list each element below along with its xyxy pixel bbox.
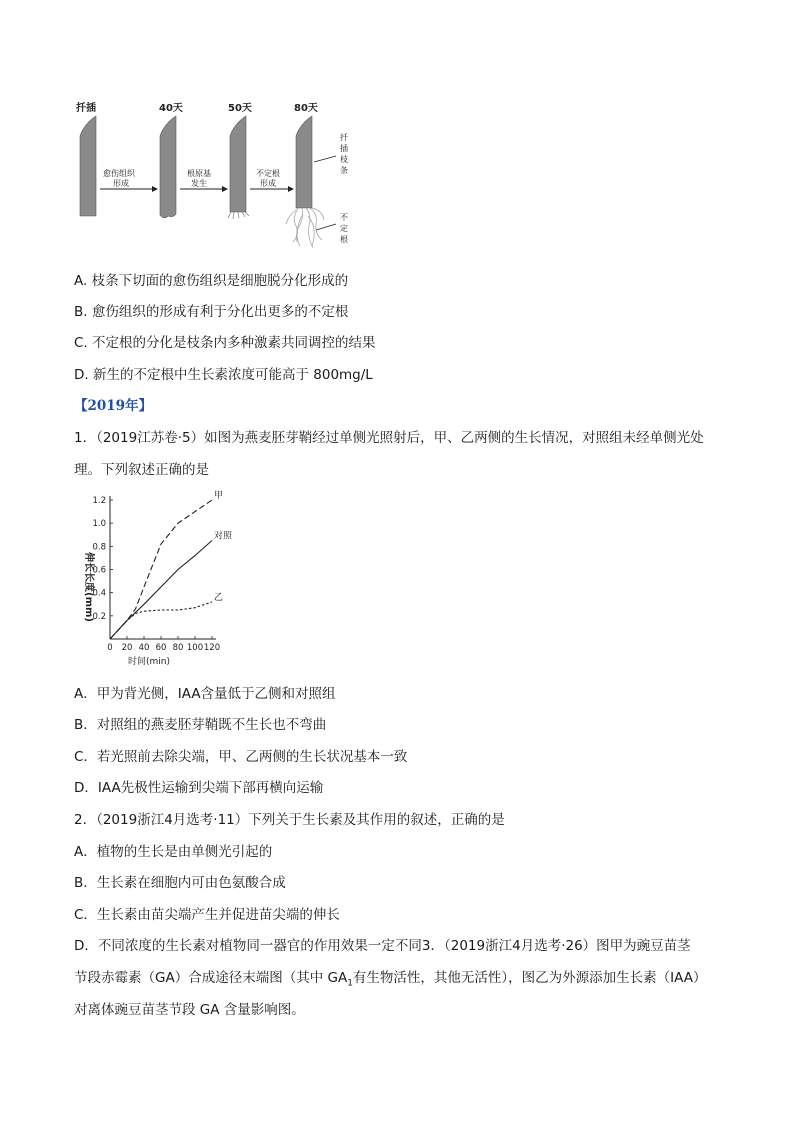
- series-line-1: [110, 541, 212, 640]
- x-tick-label: 120: [203, 643, 221, 653]
- cutting-stem-1: [160, 116, 176, 218]
- y-tick-label: 0.4: [92, 588, 106, 599]
- q3-line2: [74, 969, 707, 993]
- q3-stem-start: 3．（2019浙江4月选考·26）图甲为豌豆苗茎: [421, 938, 691, 954]
- q2-option-a: A．植物的生长是由单侧光引起的: [74, 844, 273, 860]
- series-line-2: [110, 602, 212, 639]
- y-tick-label: 0.2: [92, 611, 106, 622]
- q3-line2-sub: 1: [347, 978, 353, 989]
- chart-ylabel: 伸长长度(mm): [83, 552, 94, 622]
- root-primordia: [228, 212, 249, 219]
- cutting-stem-0: [80, 116, 96, 216]
- q1-option-b: B．对照组的燕麦胚芽鞘既不生长也不弯曲: [74, 717, 327, 733]
- y-tick-label: 0.8: [92, 542, 106, 553]
- prev-option-c: C. 不定根的分化是枝条内多种激素共同调控的结果: [74, 335, 376, 351]
- branch-label-1: 插: [340, 144, 348, 153]
- series-label-0: 甲: [214, 491, 224, 501]
- q2-option-c: C．生长素由苗尖端产生并促进苗尖端的伸长: [74, 907, 340, 923]
- cutting-stem-3: [296, 116, 312, 208]
- stage-label-3: 80天: [294, 103, 318, 114]
- y-tick-label: 1.0: [92, 519, 106, 530]
- arrow-label-1b: 发生: [191, 179, 207, 188]
- root-label-2: 根: [340, 235, 348, 244]
- q2-stem: 2．（2019浙江4月选考·11）下列关于生长素及其作用的叙述，正确的是: [74, 812, 505, 828]
- series-line-0: [110, 500, 212, 639]
- prev-option-b: B. 愈伤组织的形成有利于分化出更多的不定根: [74, 304, 349, 320]
- q1-option-c: C．若光照前去除尖端，甲、乙两侧的生长状况基本一致: [74, 749, 408, 765]
- cutting-stem-2: [230, 116, 246, 212]
- x-tick-label: 60: [155, 643, 167, 653]
- growth-line-chart: [74, 490, 244, 670]
- prev-option-d: D. 新生的不定根中生长素浓度可能高于 800mg/L: [74, 367, 373, 383]
- prev-option-a: A. 枝条下切面的愈伤组织是细胞脱分化形成的: [74, 273, 349, 289]
- q1-stem-line2: 理。下列叙述正确的是: [74, 462, 209, 478]
- arrow-label-0a: 愈伤组织: [103, 169, 135, 178]
- root-label-0: 不: [340, 213, 348, 222]
- branch-label-2: 枝: [340, 155, 348, 164]
- x-tick-label: 20: [121, 643, 133, 653]
- stage-label-2: 50天: [228, 103, 252, 114]
- root-label-1: 定: [340, 224, 348, 233]
- q2-option-d-line: [74, 937, 691, 955]
- arrow-0: [100, 168, 158, 192]
- q1-option-d: D．IAA先极性运输到尖端下部再横向运输: [74, 780, 324, 796]
- arrow-label-2a: 不定根: [256, 169, 280, 178]
- y-tick-label: 0.6: [92, 565, 106, 576]
- stage-label-1: 40天: [159, 103, 183, 114]
- cutting-rooting-diagram: [70, 96, 370, 261]
- adventitious-roots: [286, 208, 324, 248]
- year-heading: 【2019年】: [74, 398, 153, 414]
- q2-option-d: D．不同浓度的生长素对植物同一器官的作用效果一定不同: [74, 938, 422, 954]
- q3-line2-pre: 节段赤霉素（GA）合成途径末端图（其中 GA: [74, 970, 348, 986]
- branch-label-3: 条: [340, 166, 348, 175]
- series-label-2: 乙: [214, 592, 224, 603]
- q2-option-b: B．生长素在细胞内可由色氨酸合成: [74, 875, 286, 891]
- arrow-1: [180, 168, 228, 192]
- q1-option-a: A．甲为背光侧，IAA含量低于乙侧和对照组: [74, 686, 336, 702]
- arrow-2: [250, 168, 294, 192]
- branch-label-0: 扦: [340, 133, 348, 142]
- q3-line2-post: 有生物活性，其他无活性），图乙为外源添加生长素（IAA）: [352, 970, 707, 986]
- stage-label-0: 扦插: [76, 103, 96, 114]
- x-tick-label: 40: [138, 643, 150, 653]
- arrow-label-1a: 根原基: [187, 169, 211, 178]
- q1-stem-line1: 1．（2019江苏卷·5）如图为燕麦胚芽鞘经过单侧光照射后，甲、乙两侧的生长情况，对照组未经单侧光处: [74, 430, 704, 446]
- x-tick-label: 100: [186, 643, 204, 653]
- arrow-label-2b: 形成: [260, 179, 276, 188]
- x-tick-label: 0: [107, 643, 113, 653]
- y-tick-label: 1.2: [92, 496, 106, 506]
- arrow-label-0b: 形成: [113, 179, 129, 188]
- x-tick-label: 80: [172, 643, 184, 653]
- series-label-1: 对照: [214, 531, 233, 542]
- chart-xlabel: 时间(min): [128, 657, 170, 667]
- q3-line3: 对离体豌豆苗茎节段 GA 含量影响图。: [74, 1002, 305, 1018]
